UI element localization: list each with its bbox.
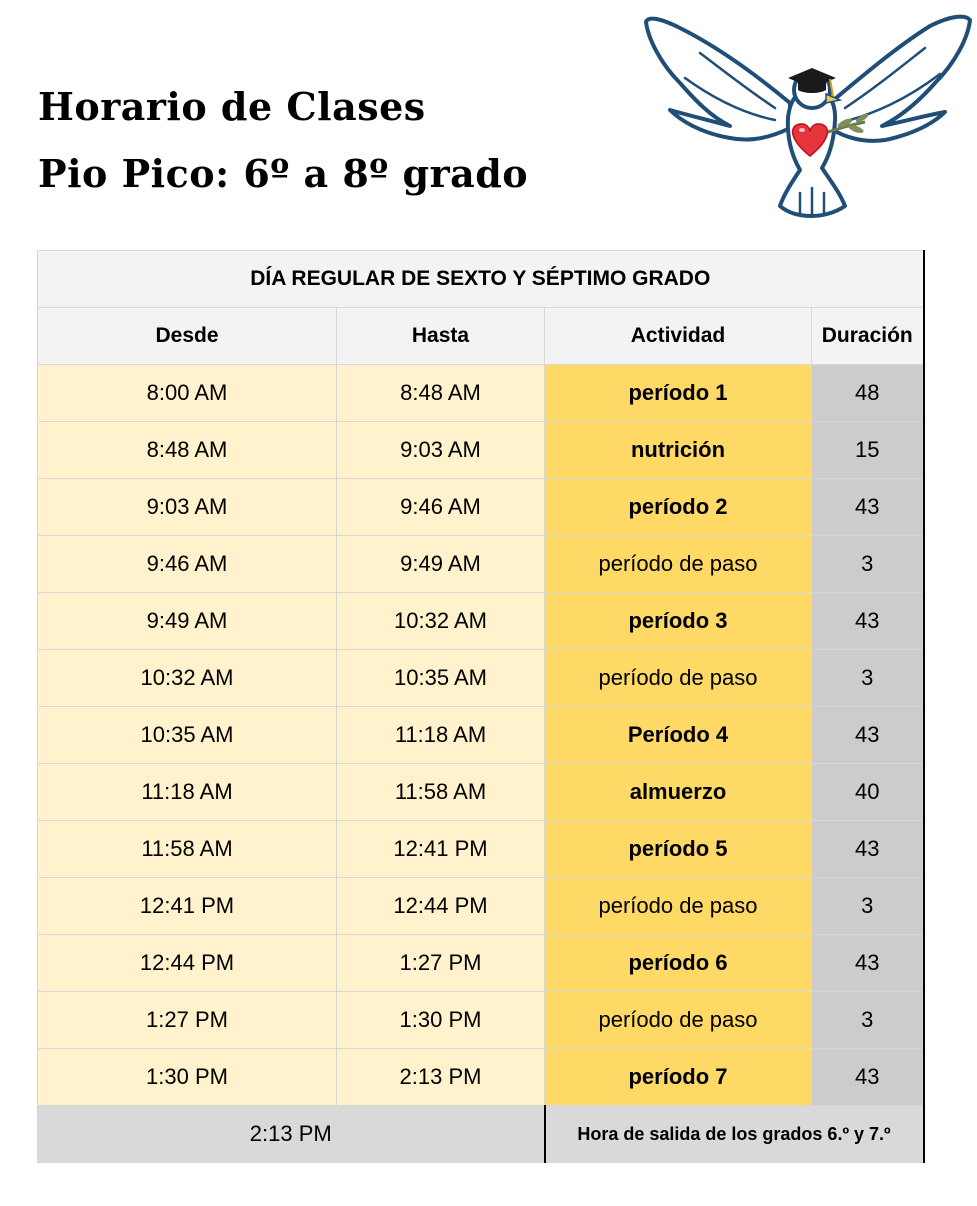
dismissal-note: Hora de salida de los grados 6.º y 7.º [545, 1106, 924, 1163]
from-cell: 9:46 AM [38, 536, 337, 593]
duration-cell: 15 [812, 422, 924, 479]
duration-cell: 43 [812, 707, 924, 764]
to-cell: 12:41 PM [337, 821, 545, 878]
col-header-duration: Duración [812, 308, 924, 365]
from-cell: 8:48 AM [38, 422, 337, 479]
duration-cell: 40 [812, 764, 924, 821]
table-row [38, 593, 924, 650]
schedule-rows [38, 365, 924, 1106]
table-row [38, 821, 924, 878]
dove-graduation-cap-heart-icon [640, 8, 975, 223]
col-header-to: Hasta [337, 308, 545, 365]
activity-cell: período de paso [545, 650, 812, 707]
to-cell: 1:30 PM [337, 992, 545, 1049]
duration-cell: 3 [812, 992, 924, 1049]
duration-cell: 43 [812, 593, 924, 650]
duration-cell: 43 [812, 479, 924, 536]
duration-cell: 3 [812, 650, 924, 707]
to-cell: 11:18 AM [337, 707, 545, 764]
duration-cell: 3 [812, 878, 924, 935]
activity-cell: nutrición [545, 422, 812, 479]
duration-cell: 43 [812, 935, 924, 992]
from-cell: 12:44 PM [38, 935, 337, 992]
table-caption: DÍA REGULAR DE SEXTO Y SÉPTIMO GRADO [38, 251, 924, 308]
dismissal-row [38, 1106, 924, 1163]
to-cell: 2:13 PM [337, 1049, 545, 1106]
from-cell: 9:03 AM [38, 479, 337, 536]
activity-cell: período 5 [545, 821, 812, 878]
page-title: Horario de Clases [38, 84, 426, 129]
duration-cell: 43 [812, 1049, 924, 1106]
table-row [38, 707, 924, 764]
activity-cell: período de paso [545, 878, 812, 935]
page-subtitle: Pio Pico: 6º a 8º grado [38, 151, 529, 196]
to-cell: 12:44 PM [337, 878, 545, 935]
table-row [38, 1049, 924, 1106]
from-cell: 1:27 PM [38, 992, 337, 1049]
from-cell: 10:35 AM [38, 707, 337, 764]
table-row [38, 365, 924, 422]
from-cell: 8:00 AM [38, 365, 337, 422]
table-row [38, 422, 924, 479]
to-cell: 8:48 AM [337, 365, 545, 422]
activity-cell: período de paso [545, 992, 812, 1049]
activity-cell: período de paso [545, 536, 812, 593]
activity-cell: Período 4 [545, 707, 812, 764]
col-header-from: Desde [38, 308, 337, 365]
table-row [38, 935, 924, 992]
activity-cell: período 2 [545, 479, 812, 536]
to-cell: 9:46 AM [337, 479, 545, 536]
to-cell: 9:03 AM [337, 422, 545, 479]
table-row [38, 764, 924, 821]
table-row [38, 992, 924, 1049]
table-row [38, 479, 924, 536]
activity-cell: período 3 [545, 593, 812, 650]
from-cell: 11:18 AM [38, 764, 337, 821]
activity-cell: período 1 [545, 365, 812, 422]
col-header-activity: Actividad [545, 308, 812, 365]
from-cell: 9:49 AM [38, 593, 337, 650]
from-cell: 11:58 AM [38, 821, 337, 878]
duration-cell: 3 [812, 536, 924, 593]
duration-cell: 48 [812, 365, 924, 422]
from-cell: 10:32 AM [38, 650, 337, 707]
to-cell: 10:32 AM [337, 593, 545, 650]
from-cell: 12:41 PM [38, 878, 337, 935]
to-cell: 11:58 AM [337, 764, 545, 821]
dismissal-time: 2:13 PM [38, 1106, 545, 1163]
activity-cell: almuerzo [545, 764, 812, 821]
activity-cell: período 6 [545, 935, 812, 992]
activity-cell: período 7 [545, 1049, 812, 1106]
schedule-table [37, 250, 925, 1163]
to-cell: 1:27 PM [337, 935, 545, 992]
table-row [38, 878, 924, 935]
to-cell: 10:35 AM [337, 650, 545, 707]
to-cell: 9:49 AM [337, 536, 545, 593]
from-cell: 1:30 PM [38, 1049, 337, 1106]
table-row [38, 536, 924, 593]
table-row [38, 650, 924, 707]
duration-cell: 43 [812, 821, 924, 878]
